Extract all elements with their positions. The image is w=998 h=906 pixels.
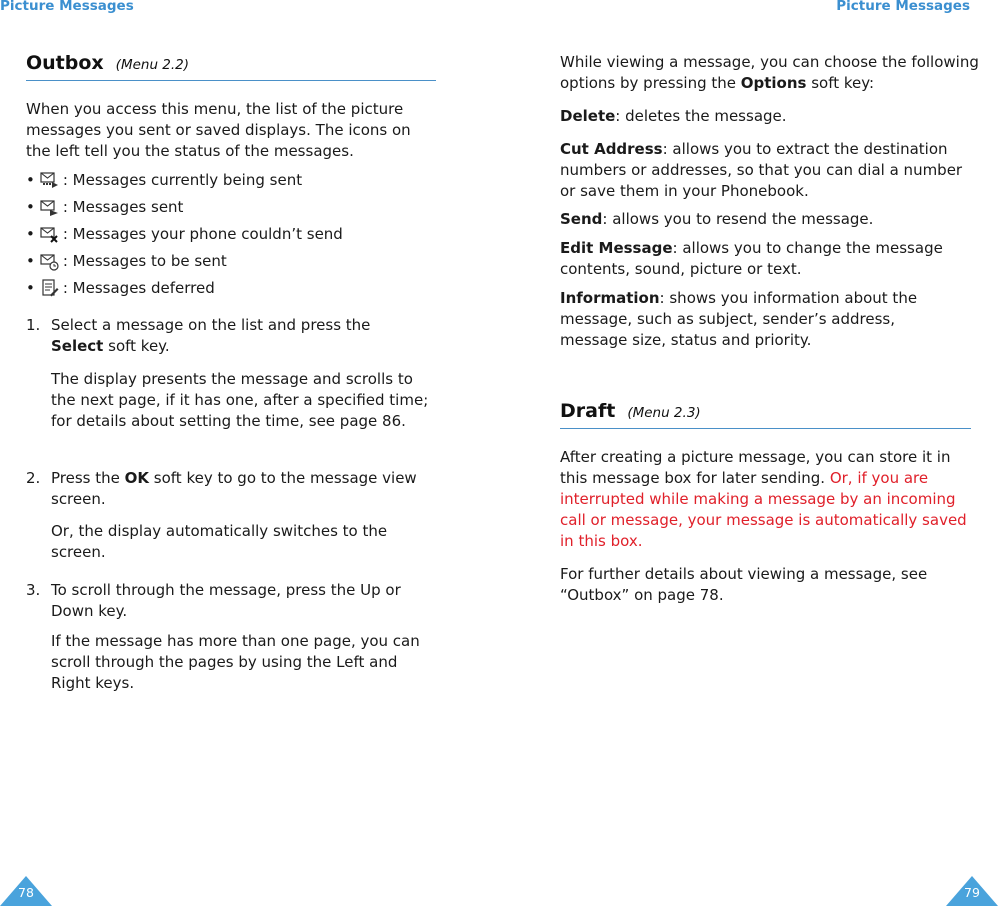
- draft-paragraph-1: After creating a picture message, you can store it in this message box for later sending. Or, if you are interrupted while making a message by an incoming call or message, your message is automatically saved in this box.: [560, 448, 967, 550]
- draft-paragraph-2: For further details about viewing a message, see “Outbox” on page 78.: [560, 565, 928, 604]
- draft-title: Draft: [560, 400, 616, 422]
- outbox-rule: [26, 80, 436, 81]
- step-number: 2.: [26, 469, 41, 487]
- status-bullet-to-be-sent: • : Messages to be sent: [26, 252, 227, 270]
- step-number: 1.: [26, 316, 41, 334]
- draft-menu-ref: (Menu 2.3): [627, 405, 701, 421]
- option-information: Information: shows you information about the message, such as subject, sender’s address, message size, status and priority.: [560, 289, 918, 349]
- step-text: Press the OK soft key to go to the message view screen.: [51, 469, 417, 508]
- sending-icon: [39, 170, 59, 190]
- bullet-text: : Messages sent: [62, 198, 184, 216]
- right-running-header: Picture Messages: [836, 0, 970, 14]
- draft-heading: [560, 400, 701, 422]
- option-delete: Delete: deletes the message.: [560, 107, 787, 125]
- option-edit-message: Edit Message: allows you to change the message contents, sound, picture or text.: [560, 239, 943, 278]
- option-cut-address: Cut Address: allows you to extract the destination numbers or addresses, so that you can dial a number or save them in your Phonebook.: [560, 140, 963, 200]
- page-number-right: 79: [964, 885, 980, 900]
- draft-rule: [560, 428, 971, 429]
- status-bullet-deferred: • : Messages deferred: [26, 279, 215, 297]
- step-1-note: The display presents the message and scrolls to the next page, if it has one, after a specified time; for details about setting the time, see page 86.: [51, 370, 429, 430]
- step-text: Select a message on the list and press the Select soft key.: [51, 316, 371, 355]
- bullet-text: : Messages deferred: [62, 279, 215, 297]
- outbox-title: Outbox: [26, 52, 104, 74]
- step-number: 3.: [26, 581, 41, 599]
- option-send: Send: allows you to resend the message.: [560, 210, 874, 228]
- to-be-sent-icon: [39, 251, 59, 271]
- failed-icon: [39, 224, 59, 244]
- step-2-note: Or, the display automatically switches to the screen.: [51, 522, 388, 561]
- status-bullet-failed: • : Messages your phone couldn’t send: [26, 225, 343, 243]
- outbox-heading: [26, 52, 189, 74]
- options-intro: While viewing a message, you can choose the following options by pressing the Options soft key:: [560, 53, 979, 92]
- step-3-note: If the message has more than one page, you can scroll through the pages by using the Left and Right keys.: [51, 632, 420, 692]
- page-number-left: 78: [18, 885, 34, 900]
- outbox-menu-ref: (Menu 2.2): [115, 57, 190, 73]
- deferred-icon: [39, 278, 59, 298]
- status-bullet-sent: • : Messages sent: [26, 198, 184, 216]
- bullet-text: : Messages currently being sent: [62, 171, 303, 189]
- outbox-intro: When you access this menu, the list of the picture messages you sent or saved displays. The icons on the left tell you the status of the messages.: [26, 100, 411, 160]
- bullet-text: : Messages to be sent: [62, 252, 227, 270]
- left-running-header: Picture Messages: [0, 0, 134, 14]
- right-page: [499, 0, 998, 906]
- step-text: To scroll through the message, press the Up or Down key.: [51, 581, 401, 620]
- status-bullet-sending: • : Messages currently being sent: [26, 171, 303, 189]
- sent-icon: [39, 197, 59, 217]
- bullet-text: : Messages your phone couldn’t send: [62, 225, 343, 243]
